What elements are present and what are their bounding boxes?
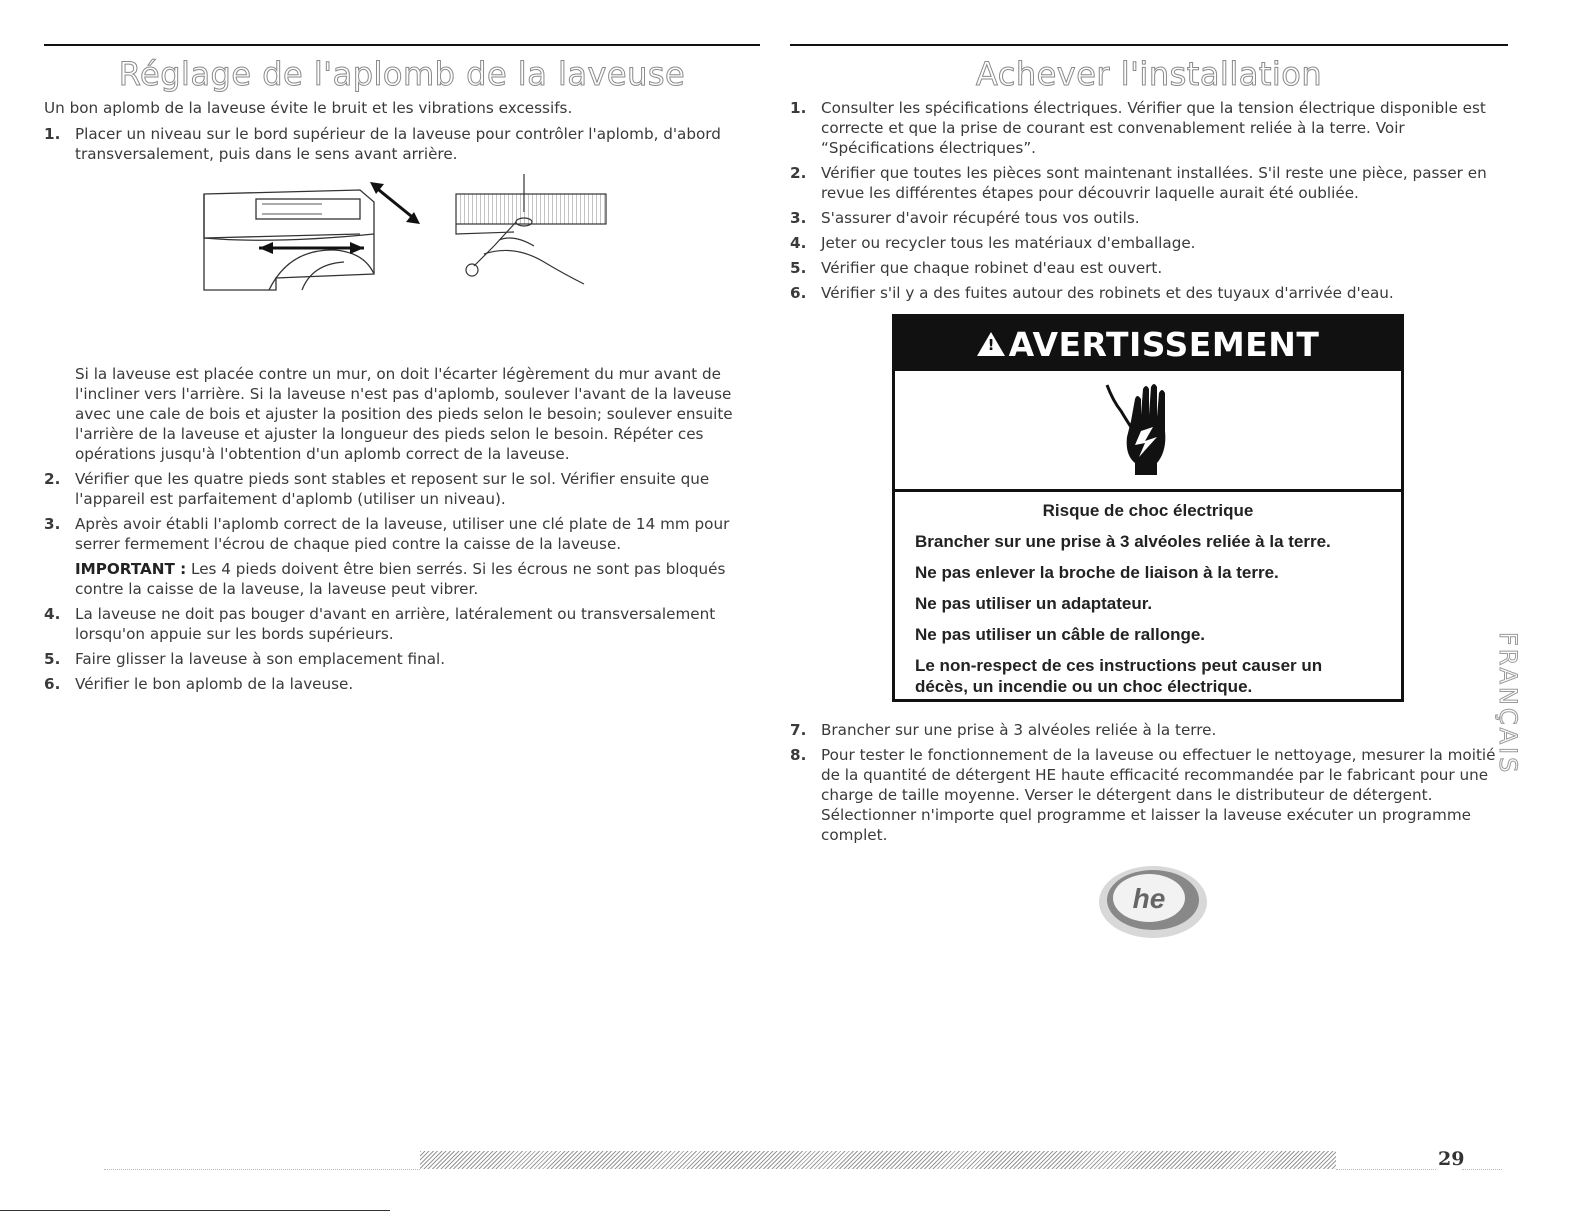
step-text: Pour tester le fonctionnement de la laveuse ou effectuer le nettoyage, mesurer la moitié de la quantité de détergent HE haute efficacité recommandée par le fabricant pour une charge de taille moyenne. Verser le détergent dans le distributeur de détergent. Sélectionner n'importe quel programme et laisser la laveuse exécuter un programme complet. xyxy=(821,746,1496,844)
list-item xyxy=(44,674,760,694)
footer-dotted-line-left xyxy=(104,1151,420,1170)
step-number: 7. xyxy=(790,721,807,739)
leveling-steps xyxy=(44,124,760,164)
footer-dotted-line-right xyxy=(1462,1151,1502,1170)
footer-hatched-bar xyxy=(420,1151,1336,1169)
step-text: Jeter ou recycler tous les matériaux d'emballage. xyxy=(821,234,1196,252)
step-number: 2. xyxy=(44,470,61,488)
list-item xyxy=(790,258,1508,278)
step-number: 1. xyxy=(44,125,61,143)
list-item xyxy=(790,208,1508,228)
step-text: Vérifier que les quatre pieds sont stables et reposent sur le sol. Vérifier ensuite que l'appareil est parfaitement d'aplomb (utiliser un niveau). xyxy=(75,470,710,508)
section-rule xyxy=(790,44,1508,46)
step-text: La laveuse ne doit pas bouger d'avant en arrière, latéralement ou transversalement lorsqu'on appuie sur les bords supérieurs. xyxy=(75,605,716,643)
warning-line: Brancher sur une prise à 3 alvéoles reliée à la terre. xyxy=(915,532,1331,551)
step-text: S'assurer d'avoir récupéré tous vos outils. xyxy=(821,209,1140,227)
step-number: 1. xyxy=(790,99,807,117)
step-number: 8. xyxy=(790,746,807,764)
language-label: FRANÇAIS xyxy=(1494,632,1522,776)
warning-line: Le non-respect de ces instructions peut causer un décès, un incendie ou un choc électrique. xyxy=(915,656,1323,696)
warning-line: Ne pas utiliser un câble de rallonge. xyxy=(915,625,1206,644)
washer-level-illustration xyxy=(44,174,760,352)
step-text: Faire glisser la laveuse à son emplacement final. xyxy=(75,650,446,668)
step-text: Vérifier que toutes les pièces sont maintenant installées. S'il reste une pièce, passer en revue les différentes étapes pour découvrir laquelle aurait été oubliée. xyxy=(821,164,1487,202)
installation-steps xyxy=(790,98,1508,303)
step-text: Vérifier que chaque robinet d'eau est ouvert. xyxy=(821,259,1163,277)
he-logo xyxy=(1097,862,1209,944)
leveling-illustration xyxy=(44,174,760,352)
step-text: Placer un niveau sur le bord supérieur de la laveuse pour contrôler l'aplomb, d'abord transversalement, puis dans le sens avant arrière. xyxy=(75,125,721,163)
step-number: 6. xyxy=(44,675,61,693)
step-number: 2. xyxy=(790,164,807,182)
warning-box xyxy=(892,314,1404,702)
list-item xyxy=(790,233,1508,253)
warning-title: AVERTISSEMENT xyxy=(1008,324,1320,364)
list-item xyxy=(790,745,1508,845)
he-logo-text: he xyxy=(1132,883,1166,914)
section-rule xyxy=(44,44,760,46)
step-number: 4. xyxy=(790,234,807,252)
list-item xyxy=(44,604,760,644)
installation-steps-final xyxy=(790,720,1508,850)
step-number: 4. xyxy=(44,605,61,623)
list-item xyxy=(790,283,1508,303)
warning-subtitle: Risque de choc électrique xyxy=(1042,501,1254,520)
section-title: Réglage de l'aplomb de la laveuse xyxy=(118,55,686,93)
list-item xyxy=(44,649,760,669)
leveling-steps-final xyxy=(44,604,760,694)
list-item xyxy=(44,124,760,164)
intro-text: Un bon aplomb de la laveuse évite le bruit et les vibrations excessifs. xyxy=(44,99,573,117)
list-item xyxy=(44,514,760,554)
list-item xyxy=(790,98,1508,158)
leveling-steps-continued xyxy=(44,469,760,554)
section-title: Achever l'installation xyxy=(975,55,1323,93)
important-label: IMPORTANT : xyxy=(75,560,187,578)
step-number: 5. xyxy=(790,259,807,277)
important-note xyxy=(75,559,760,599)
warning-pictogram xyxy=(895,371,1401,492)
electric-shock-hand-icon xyxy=(895,371,1401,489)
warning-sign-mark: ! xyxy=(987,336,995,354)
step-text: Consulter les spécifications électriques. Vérifier que la tension électrique disponible est correcte et que la prise de courant est convenablement reliée à la terre. Voir “Spécifications électriques”. xyxy=(821,99,1486,157)
leveling-detail: Si la laveuse est placée contre un mur, on doit l'écarter légèrement du mur avant de l'incliner vers l'arrière. Si la laveuse n'est pas d'aplomb, soulever l'avant de la laveuse avec une cale de bois et ajuster la position des pieds selon le besoin; soulever ensuite l'arrière de la laveuse et ajuster la longueur des pieds selon le besoin. Répéter ces opérations jusqu'à l'obtention d'un aplomb correct de la laveuse. xyxy=(75,365,733,463)
step-number: 3. xyxy=(44,515,61,533)
step-number: 5. xyxy=(44,650,61,668)
step-number: 6. xyxy=(790,284,807,302)
warning-body xyxy=(895,492,1401,697)
page-number: 29 xyxy=(1438,1148,1465,1170)
bottom-rule xyxy=(0,1210,390,1211)
list-item xyxy=(44,469,760,509)
important-text: Les 4 pieds doivent être bien serrés. Si les écrous ne sont pas bloqués contre la caisse de la laveuse, la laveuse peut vibrer. xyxy=(75,560,726,598)
step-number: 3. xyxy=(790,209,807,227)
language-side-tab xyxy=(1494,632,1524,782)
warning-header xyxy=(895,317,1401,371)
he-logo-icon xyxy=(1097,862,1209,944)
step-text: Brancher sur une prise à 3 alvéoles reliée à la terre. xyxy=(821,721,1217,739)
warning-triangle-icon xyxy=(977,332,1005,356)
list-item xyxy=(790,163,1508,203)
step-text: Vérifier le bon aplomb de la laveuse. xyxy=(75,675,354,693)
step-text: Après avoir établi l'aplomb correct de la laveuse, utiliser une clé plate de 14 mm pour serrer fermement l'écrou de chaque pied contre la caisse de la laveuse. xyxy=(75,515,730,553)
footer-dotted-line-mid xyxy=(1336,1151,1436,1170)
warning-line: Ne pas utiliser un adaptateur. xyxy=(915,594,1153,613)
list-item xyxy=(790,720,1508,740)
warning-line: Ne pas enlever la broche de liaison à la terre. xyxy=(915,563,1279,582)
step-text: Vérifier s'il y a des fuites autour des robinets et des tuyaux d'arrivée d'eau. xyxy=(821,284,1394,302)
left-column xyxy=(44,44,760,699)
